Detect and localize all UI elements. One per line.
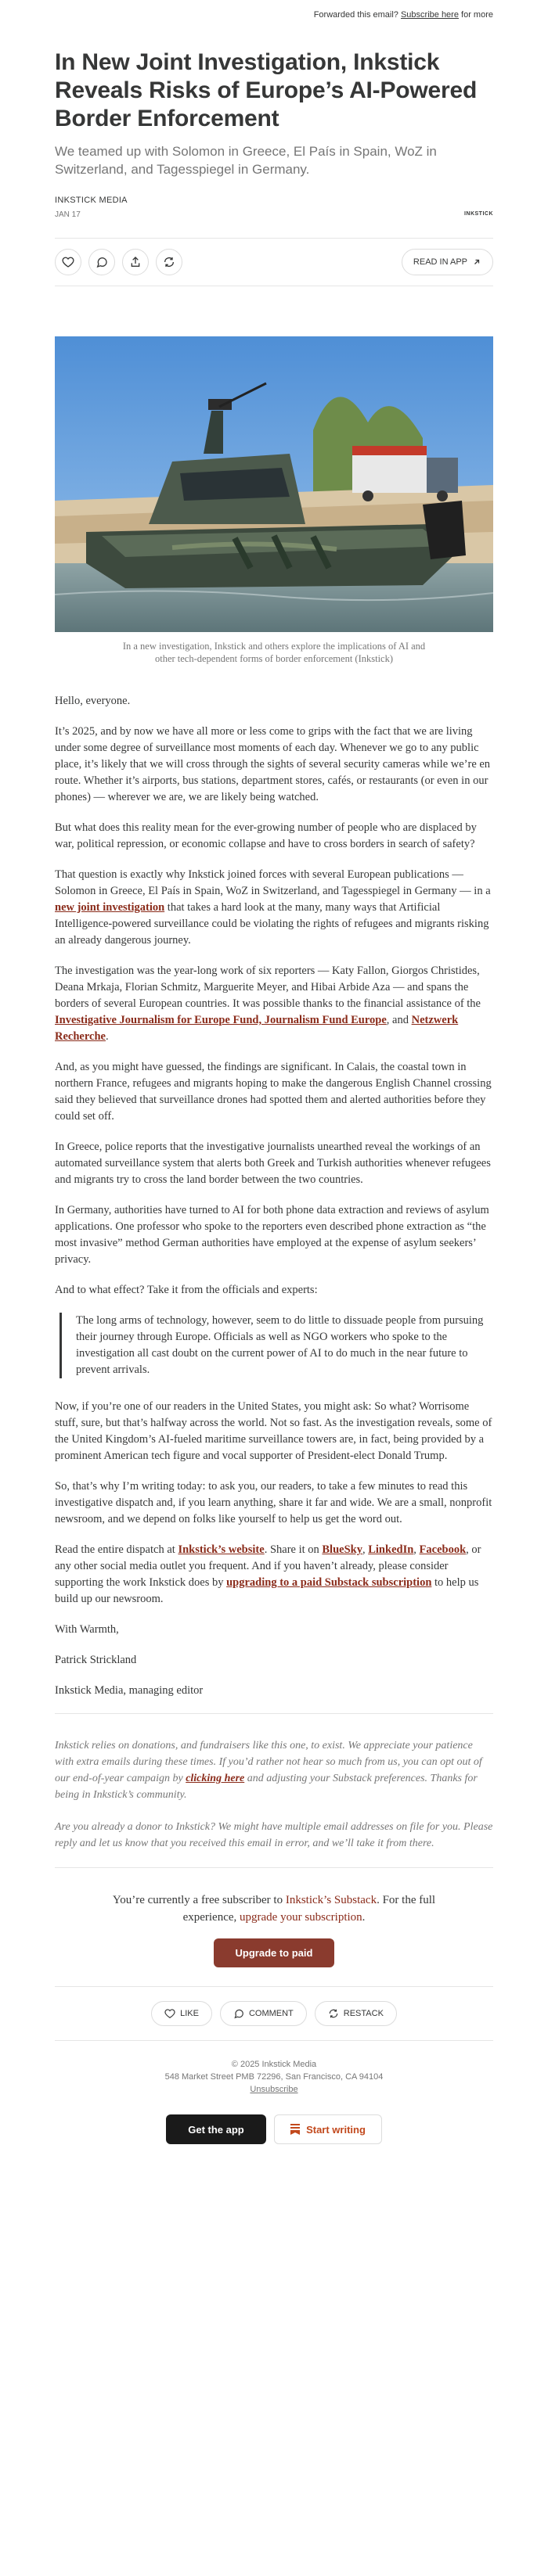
read-in-app-label: READ IN APP (413, 257, 467, 267)
inkstick-website-link[interactable]: Inkstick’s website (178, 1543, 265, 1556)
linkedin-link[interactable]: LinkedIn (368, 1543, 414, 1556)
pull-quote: The long arms of technology, however, seem to do little to dissuade people from pursuing their journey through Europe. Officials as well as NGO workers who spoke to the investigation all cast doubt on the current power of AI to do much in the near future to prevent arrivals. (59, 1313, 493, 1378)
like-button[interactable] (151, 2001, 212, 2026)
post-action-bar (55, 238, 493, 286)
author-role: Inkstick Media, managing editor (55, 1684, 204, 1697)
substack-link[interactable]: Inkstick’s Substack (285, 1894, 377, 1906)
divider (55, 1713, 493, 1714)
bottom-action-bar (55, 1986, 493, 2041)
ijf-fund-link[interactable]: Investigative Journalism for Europe Fund, Journalism Fund Europe (55, 1014, 387, 1026)
opt-out-link[interactable]: clicking here (186, 1773, 245, 1784)
paragraph: In Germany, authorities have turned to AI for both phone data extraction and reviews of asylum applications. One professor who spoke to the reporters even described phone extraction as “the most invasive” method German authorities have employed at the expense of asylum seekers’ privacy. (55, 1204, 489, 1266)
subscribe-link[interactable]: Subscribe here (400, 10, 459, 20)
upgrade-link[interactable]: upgrade your subscription (240, 1911, 362, 1924)
copyright: © 2025 Inkstick Media (231, 2060, 317, 2069)
unsubscribe-link[interactable]: Unsubscribe (250, 2085, 298, 2094)
restack-icon (328, 2008, 339, 2019)
share-button[interactable] (122, 249, 149, 275)
paragraph: Now, if you’re one of our readers in the United States, you might ask: So what? Worrisome stuff, sure, but that’s halfway across the world. Not so fast. As the investigation reveals, some of the United Kingdom’s AI-fueled maritime surveillance towers are, in fact, being provided by a prominent American tech figure and vocal supporter of President-elect Donald Trump. (55, 1400, 492, 1462)
app-promo (55, 2114, 493, 2175)
author-name[interactable]: INKSTICK MEDIA (55, 196, 128, 205)
read-in-app-button[interactable] (402, 249, 493, 275)
post-body (55, 693, 493, 1699)
upgrade-subscription-link[interactable]: upgrading to a paid Substack subscription (226, 1576, 432, 1589)
hero-caption: In a new investigation, Inkstick and others explore the implications of AI and other tech-dependent forms of border enforcement (Inkstick) (122, 641, 426, 664)
paragraph: And to what effect? Take it from the officials and experts: (55, 1284, 318, 1296)
start-writing-label: Start writing (306, 2123, 366, 2136)
like-label: LIKE (180, 2009, 199, 2018)
start-writing-button[interactable] (274, 2114, 382, 2144)
paragraph: But what does this reality mean for the ever-growing number of people who are displaced by war, political repression, or economic collapse and have to cross borders in search of safety? (55, 821, 477, 850)
post-date: JAN 17 (55, 210, 81, 219)
paragraph: And, as you might have guessed, the findings are significant. In Calais, the coastal town in northern France, refugees and migrants hoping to make the dangerous English Channel crossing said they believed that surveillance drones had spotted them and alerted authorities before they could set off. (55, 1061, 492, 1123)
divider (55, 1867, 493, 1868)
subscription-status: You’re currently a free subscriber to Inkstick’s Substack. For the full experience, upgrade your subscription. (112, 1894, 436, 1924)
netzwerk-recherche-link[interactable]: Netzwerk Recherche (55, 1014, 459, 1043)
restack-button[interactable] (315, 2001, 397, 2026)
upgrade-to-paid-button[interactable]: Upgrade to paid (214, 1938, 335, 1967)
post-title[interactable]: In New Joint Investigation, Inkstick Reveals Risks of Europe’s AI-Powered Border Enforcement (55, 49, 478, 131)
author-signature: Patrick Strickland (55, 1654, 137, 1666)
substack-logo-icon (290, 2124, 300, 2135)
greeting: Hello, everyone. (55, 695, 131, 707)
restack-icon (163, 256, 175, 268)
heart-icon (62, 256, 74, 268)
address: 548 Market Street PMB 72296, San Francisco, CA 94104 (164, 2072, 384, 2082)
paragraph: That question is exactly why Inkstick joined forces with several European publications — Solomon in Greece, El País in Spain, WoZ in Switzerland, and Tagesspiegel in Germany — in a new joint investigation that takes a hard look at the many, many ways that Artificial Intelligence-powered surveillance could be violating the rights of refugees and migrants risking an already dangerous journey. (55, 868, 491, 947)
share-icon (129, 256, 142, 268)
legal-footer (55, 2058, 493, 2096)
like-button[interactable] (55, 249, 81, 275)
byline (55, 196, 493, 219)
heart-icon (164, 2008, 175, 2019)
footer-note (55, 1737, 493, 1852)
comment-icon (96, 256, 108, 268)
forwarded-bar (55, 0, 493, 31)
restack-label: RESTACK (343, 2009, 384, 2018)
paragraph: So, that’s why I’m writing today: to ask you, our readers, to take a few minutes to read this investigative dispatch and, if you learn anything, share it far and wide. We are a small, nonprofit newsroom, and we depend on folks like yourself to help us get the word out. (55, 1480, 492, 1525)
donation-note: Inkstick relies on donations, and fundraisers like this one, to exist. We appreciate your patience with extra emails during these times. If you’d rather not hear so much from us, you can opt out of our end-of-year campaign by clicking here and adjusting your Substack preferences. Thanks for being in Inkstick’s community. (55, 1740, 482, 1801)
patrol-boat-photo (55, 336, 493, 632)
publication-logo: INKSTICK (463, 211, 493, 217)
hero-image[interactable] (55, 336, 493, 632)
paragraph: It’s 2025, and by now we have all more or less come to grips with the fact that we are living under some degree of surveillance most moments of each day. Whenever we go to any public place, it’s likely that we will cross through the sights of several security cameras while we’re en route. Whether it’s airports, bus stations, department stores, cafés, or restaurants (or even in our phones) — wherever we are, we are likely being watched. (55, 725, 491, 803)
facebook-link[interactable]: Facebook (419, 1543, 467, 1556)
joint-investigation-link[interactable]: new joint investigation (55, 901, 165, 914)
bluesky-link[interactable]: BlueSky (322, 1543, 362, 1556)
comment-button[interactable] (220, 2001, 307, 2026)
comment-label: COMMENT (248, 2009, 294, 2018)
forwarded-suffix: for more (461, 10, 493, 20)
get-the-app-button[interactable]: Get the app (166, 2114, 266, 2144)
paragraph: Read the entire dispatch at Inkstick’s website. Share it on BlueSky, LinkedIn, Facebook, or any other social media outlet you frequent. And if you haven’t already, please consider supporting the work Inkstick does by upgrading to a paid Substack subscription to help us build up our newsroom. (55, 1543, 481, 1605)
paragraph: In Greece, police reports that the investigative journalists unearthed reveal the workings of an automated surveillance system that alerts both Greek and Turkish authorities whenever refugees and migrants try to cross the land border between the two countries. (55, 1141, 491, 1186)
forwarded-text: Forwarded this email? (313, 10, 398, 20)
restack-button[interactable] (156, 249, 182, 275)
paragraph: The investigation was the year-long work of six reporters — Katy Fallon, Giorgos Christides, Deana Mrkaja, Florian Schmitz, Marguerite Meyer, and Hibai Arbide Aza — and spans the borders of several European countries. It was possible thanks to the financial assistance of the Investigative Journalism for Europe Fund, Journalism Fund Europe, and Netzwerk Recherche. (55, 965, 481, 1043)
arrow-up-right-icon (472, 257, 481, 267)
email-container (55, 0, 493, 2175)
post-subtitle: We teamed up with Solomon in Greece, El País in Spain, WoZ in Switzerland, and Tagesspiegel in Germany. (55, 144, 437, 177)
signoff: With Warmth, (55, 1623, 119, 1636)
comment-icon (233, 2008, 244, 2019)
comment-button[interactable] (88, 249, 115, 275)
donor-note: Are you already a donor to Inkstick? We might have multiple email addresses on file for you. Please reply and let us know that you received this email in error, and we’ll take it from there. (55, 1821, 493, 1849)
